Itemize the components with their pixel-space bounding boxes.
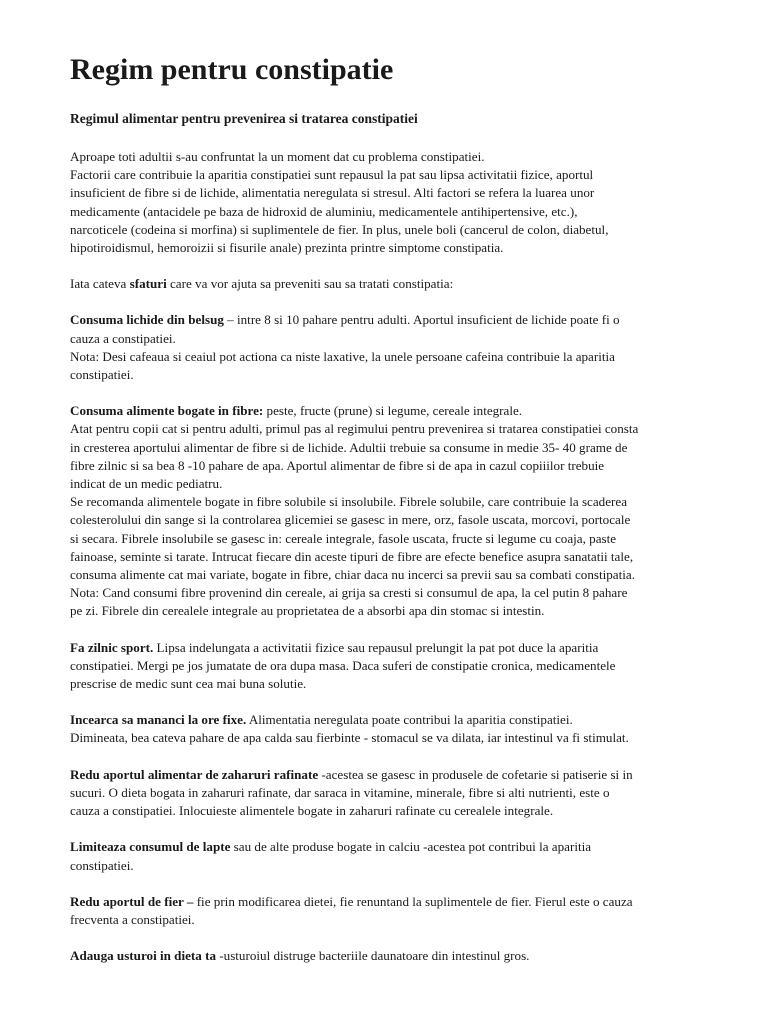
- section-text: -usturoiul distruge bacteriile daunatoare din intestinul gros.: [216, 948, 530, 964]
- section-first-line: [70, 838, 732, 856]
- document-page: [70, 40, 732, 983]
- section-line: sucuri. O dieta bogata in zaharuri rafinate, dar saraca in vitamine, minerale, fibre si alti nutrienti, este o: [70, 784, 610, 800]
- section-text: Alimentatia neregulata poate contribui la aparitia constipatiei.: [246, 712, 573, 728]
- section-zaharuri: [70, 766, 732, 821]
- section-line: Nota: Desi cafeaua si ceaiul pot actiona ca niste laxative, la unele persoane cafeina contribuie la aparitia: [70, 348, 615, 364]
- section-line: indicat de un medic pediatru.: [70, 476, 223, 492]
- section-line: constipatiei. Mergi pe jos jumatate de ora dupa masa. Daca suferi de constipatie cronica, medicamentele: [70, 657, 616, 673]
- section-text: – intre 8 si 10 pahare pentru adulti. Aportul insuficient de lichide poate fi o: [223, 312, 620, 328]
- section-heading: Limiteaza consumul de lapte: [70, 839, 231, 855]
- advice-intro-after: care va vor ajuta sa preveniti sau sa tratati constipatia:: [166, 276, 454, 292]
- advice-intro-line: [70, 275, 732, 293]
- section-text: fie prin modificarea dietei, fie renuntand la suplimentele de fier. Fierul este o cauza: [193, 893, 633, 909]
- section-heading: Fa zilnic sport.: [70, 639, 154, 655]
- section-heading: Incearca sa mananci la ore fixe.: [70, 712, 247, 728]
- section-line: consuma alimente cat mai variate, bogate in fibre, chiar daca nu incerci sa previi sau sa combati constipatia.: [70, 567, 635, 583]
- section-line: cauza a constipatiei. Inlocuieste alimentele bogate in zaharuri rafinate cu cerealele integrale.: [70, 803, 554, 819]
- section-heading: Redu aportul de fier –: [70, 893, 194, 909]
- section-text: -acestea se gasesc in produsele de cofetarie si patiserie si in: [318, 766, 633, 782]
- section-line: Nota: Cand consumi fibre provenind din cereale, ai grija sa cresti si consumul de apa, la cel putin 8 pahare: [70, 585, 628, 601]
- intro-line: medicamente (antacidele pe baza de hidroxid de aluminiu, medicamentele antihipertensive, etc.),: [70, 203, 578, 219]
- intro-line: insuficient de fibre si de lichide, alimentatia neregulata si stresul. Alti factori se refera la luarea unor: [70, 185, 595, 201]
- section-line: fainoase, seminte si tarate. Intrucat fiecare din aceste tipuri de fibre are efecte benefice asupra sanatatii tale,: [70, 548, 634, 564]
- section-ore-fixe: [70, 711, 732, 747]
- section-fibre: [70, 402, 732, 620]
- section-line: prescrise de medic sunt cea mai buna solutie.: [70, 676, 307, 692]
- section-text: peste, fructe (prune) si legume, cereale integrale.: [263, 403, 523, 419]
- section-first-line: [70, 402, 732, 420]
- section-line: constipatiei.: [70, 367, 134, 383]
- section-line: Se recomanda alimentele bogate in fibre solubile si insolubile. Fibrele solubile, care contribuie la scaderea: [70, 494, 628, 510]
- intro-line: Factorii care contribuie la aparitia constipatiei sunt repausul la pat sau lipsa activitatii fizice, aportul: [70, 167, 594, 183]
- intro-line: hipotiroidismul, hemoroizii si fisurile anale) prezinta printre simptome constipatia.: [70, 240, 504, 256]
- section-first-line: [70, 766, 732, 784]
- section-fier: [70, 893, 732, 929]
- section-line: si secara. Fibrele insolubile se gasesc in: cereale integrale, fasole uscata, fructe si legume cu coaja, paste: [70, 530, 617, 546]
- section-line: frecventa a constipatiei.: [70, 911, 195, 927]
- page-title: Regim pentru constipatie: [70, 53, 394, 86]
- section-first-line: [70, 893, 732, 911]
- section-text: sau de alte produse bogate in calciu -acestea pot contribui la aparitia: [230, 839, 592, 855]
- section-first-line: [70, 639, 732, 657]
- section-sport: [70, 639, 732, 694]
- section-line: colesterolului din sange si la controlarea glicemiei se gasesc in mere, orz, fasole uscata, morcovi, portocale: [70, 512, 631, 528]
- section-first-line: [70, 711, 732, 729]
- advice-intro-before: Iata cateva: [70, 276, 130, 292]
- section-line: fibre zilnic si sa bea 8 -10 pahare de apa. Aportul alimentar de fibre si de apa in cazul copiiilor trebuie: [70, 457, 605, 473]
- section-line: Atat pentru copii cat si pentru adulti, primul pas al regimului pentru prevenirea si tratarea constipatiei consta: [70, 421, 639, 437]
- section-lichide: [70, 311, 732, 384]
- advice-intro: [70, 275, 732, 293]
- section-heading: Consuma lichide din belsug: [70, 312, 224, 328]
- section-line: cauza a constipatiei.: [70, 330, 176, 346]
- section-line: Dimineata, bea cateva pahare de apa calda sau fierbinte - stomacul se va dilata, iar intestinul va fi stimulat.: [70, 730, 629, 746]
- section-heading: Adauga usturoi in dieta ta: [70, 948, 217, 964]
- section-first-line: [70, 311, 732, 329]
- section-lapte: [70, 838, 732, 874]
- intro-line: narcoticele (codeina si morfina) si suplimentele de fier. In plus, unele boli (cancerul de colon, diabetul,: [70, 221, 609, 237]
- section-line: pe zi. Fibrele din cerealele integrale au proprietatea de a absorbi apa din stomac si intestin.: [70, 603, 545, 619]
- section-first-line: [70, 947, 732, 965]
- intro-paragraph: [70, 148, 732, 257]
- section-heading: Redu aportul alimentar de zaharuri rafinate: [70, 766, 319, 782]
- page-subtitle: Regimul alimentar pentru prevenirea si tratarea constipatiei: [70, 111, 418, 126]
- advice-intro-bold: sfaturi: [129, 276, 167, 292]
- intro-line: Aproape toti adultii s-au confruntat la un moment dat cu problema constipatiei.: [70, 149, 485, 164]
- section-usturoi: [70, 947, 732, 965]
- section-line: in cresterea aportului alimentar de fibre si de lichide. Adultii trebuie sa consume in medie 35- 40 grame de: [70, 439, 628, 455]
- section-line: constipatiei.: [70, 857, 134, 873]
- section-text: Lipsa indelungata a activitatii fizice sau repausul prelungit la pat pot duce la aparitia: [153, 639, 599, 655]
- section-heading: Consuma alimente bogate in fibre:: [70, 403, 264, 419]
